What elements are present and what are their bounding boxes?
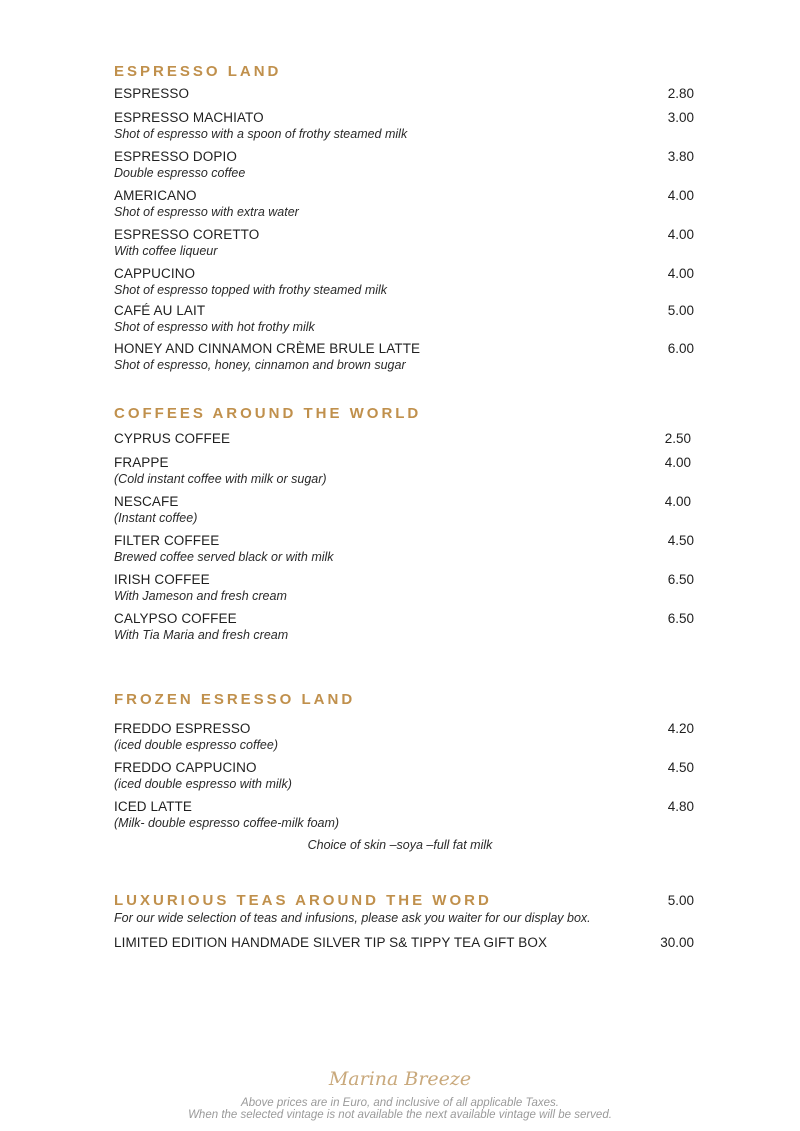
menu-item	[114, 188, 694, 220]
item-description: (iced double espresso coffee)	[114, 738, 278, 752]
item-price: 4.20	[667, 721, 694, 736]
menu-item	[114, 266, 694, 298]
section-heading-frozen-espresso-land: FROZEN ESRESSO LAND	[114, 691, 356, 708]
section-heading-price: 5.00	[667, 893, 694, 908]
menu-item	[114, 611, 694, 643]
item-price: 4.00	[664, 494, 691, 509]
menu-item	[114, 760, 694, 792]
menu-item	[114, 227, 694, 259]
item-name: FRAPPE	[114, 455, 169, 470]
menu-item	[114, 341, 694, 373]
item-price: 3.00	[667, 110, 694, 125]
section-heading-coffees-around-the-world: COFFEES AROUND THE WORLD	[114, 405, 422, 422]
menu-item	[114, 110, 694, 142]
item-name: FILTER COFFEE	[114, 533, 220, 548]
item-price: 4.00	[667, 227, 694, 242]
item-price: 6.50	[667, 611, 694, 626]
item-name: ESPRESSO	[114, 86, 190, 101]
item-description: With coffee liqueur	[114, 244, 218, 258]
milk-choice-note: Choice of skin –soya –full fat milk	[307, 838, 493, 852]
item-description: (Instant coffee)	[114, 511, 198, 525]
item-name: CAFÉ AU LAIT	[114, 303, 206, 318]
item-price: 2.80	[667, 86, 694, 101]
item-description: (Milk- double espresso coffee-milk foam)	[114, 816, 340, 830]
item-price: 4.80	[667, 799, 694, 814]
menu-item	[114, 303, 694, 335]
item-price: 2.50	[664, 431, 691, 446]
item-price: 4.00	[667, 266, 694, 281]
menu-item	[114, 455, 694, 487]
menu-item	[114, 799, 694, 831]
menu-item	[114, 533, 694, 565]
item-description: For our wide selection of teas and infusions, please ask you waiter for our display box.	[114, 911, 591, 925]
item-price: 6.50	[667, 572, 694, 587]
marina-breeze-logo: Marina Breeze	[328, 1068, 472, 1090]
item-price: 4.50	[667, 533, 694, 548]
section-heading-luxurious-teas: LUXURIOUS TEAS AROUND THE WORD	[114, 892, 492, 909]
item-description: Shot of espresso with extra water	[114, 205, 299, 219]
item-description: Shot of espresso with hot frothy milk	[114, 320, 315, 334]
menu-item	[114, 721, 694, 753]
item-name: LIMITED EDITION HANDMADE SILVER TIP S& TIPPY TEA GIFT BOX	[114, 935, 548, 950]
item-name: CAPPUCINO	[114, 266, 196, 281]
item-name: ESPRESSO CORETTO	[114, 227, 260, 242]
item-name: NESCAFE	[114, 494, 179, 509]
item-name: CALYPSO COFFEE	[114, 611, 237, 626]
section-heading-espresso-land: ESPRESSO LAND	[114, 63, 282, 80]
menu-item	[114, 572, 694, 604]
item-name: IRISH COFFEE	[114, 572, 210, 587]
menu-item	[114, 494, 694, 526]
menu-item	[114, 149, 694, 181]
item-price: 30.00	[660, 935, 694, 950]
footer-tax-note: Above prices are in Euro, and inclusive of all applicable Taxes.	[241, 1097, 559, 1109]
menu-item	[114, 86, 694, 102]
item-price: 4.00	[664, 455, 691, 470]
item-name: FREDDO CAPPUCINO	[114, 760, 257, 775]
item-description: Shot of espresso topped with frothy steamed milk	[114, 283, 388, 297]
item-description: Shot of espresso, honey, cinnamon and brown sugar	[114, 358, 406, 372]
item-price: 6.00	[667, 341, 694, 356]
item-name: FREDDO ESPRESSO	[114, 721, 251, 736]
item-name: ESPRESSO DOPIO	[114, 149, 237, 164]
item-name: ICED LATTE	[114, 799, 193, 814]
item-description: With Tia Maria and fresh cream	[114, 628, 289, 642]
menu-item	[114, 910, 694, 926]
item-description: (iced double espresso with milk)	[114, 777, 292, 791]
item-name: ESPRESSO MACHIATO	[114, 110, 264, 125]
item-price: 4.00	[667, 188, 694, 203]
menu-item	[114, 935, 694, 951]
item-description: With Jameson and fresh cream	[114, 589, 287, 603]
item-name: AMERICANO	[114, 188, 197, 203]
item-description: Shot of espresso with a spoon of frothy steamed milk	[114, 127, 408, 141]
item-description: (Cold instant coffee with milk or sugar)	[114, 472, 327, 486]
footer-vintage-note: When the selected vintage is not available the next available vintage will be served.	[188, 1109, 612, 1121]
menu-item	[114, 431, 694, 447]
item-price: 3.80	[667, 149, 694, 164]
item-description: Brewed coffee served black or with milk	[114, 550, 334, 564]
item-description: Double espresso coffee	[114, 166, 246, 180]
item-price: 4.50	[667, 760, 694, 775]
item-name: HONEY AND CINNAMON CRÈME BRULE LATTE	[114, 341, 421, 356]
item-name: CYPRUS COFFEE	[114, 431, 231, 446]
item-price: 5.00	[667, 303, 694, 318]
